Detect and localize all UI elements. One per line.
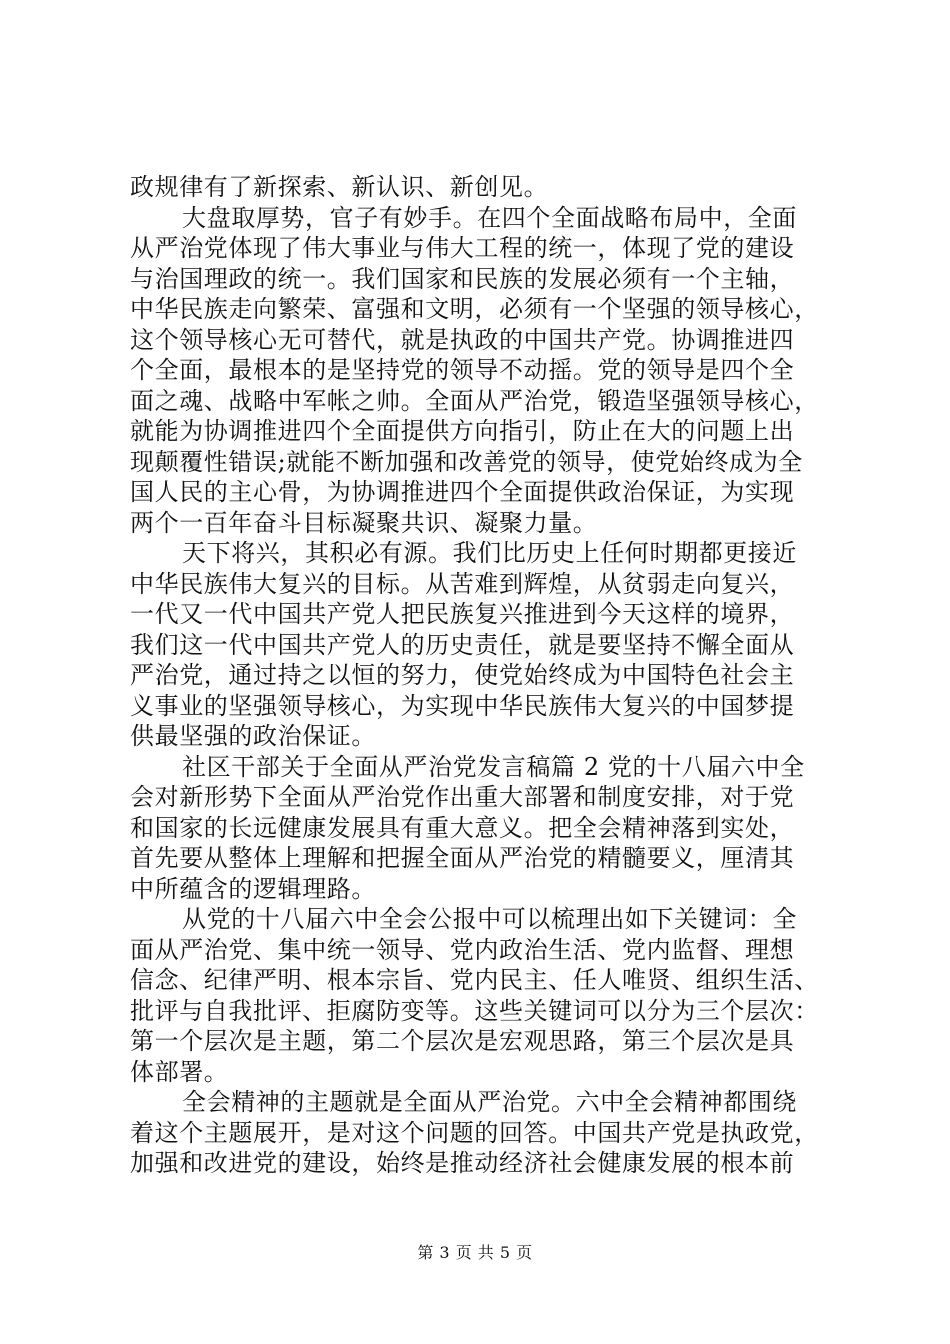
text-line: 这个领导核心无可替代，就是执政的中国共产党。协调推进四 bbox=[130, 325, 795, 354]
text-line: 首先要从整体上理解和把握全面从严治党的精髓要义，厘清其 bbox=[130, 844, 795, 872]
text-line: 着这个主题展开，是对这个问题的回答。中国共产党是执政党， bbox=[130, 1118, 819, 1147]
text-line: 中所蕴含的逻辑理路。 bbox=[130, 874, 376, 903]
text-line: 面之魂、战略中军帐之帅。全面从严治党，锻造坚强领导核心， bbox=[130, 386, 819, 415]
text-line: 国人民的主心骨，为协调推进四个全面提供政治保证，为实现 bbox=[130, 478, 795, 506]
text-line: 一代又一代中国共产党人把民族复兴推进到今天这样的境界， bbox=[130, 600, 795, 628]
text-line: 面从严治党、集中统一领导、党内政治生活、党内监督、理想 bbox=[130, 935, 795, 964]
text-line: 大盘取厚势，官子有妙手。在四个全面战略布局中，全面 bbox=[182, 203, 797, 232]
text-line: 我们这一代中国共产党人的历史责任，就是要坚持不懈全面从 bbox=[130, 630, 795, 659]
text-line: 天下将兴，其积必有源。我们比历史上任何时期都更接近 bbox=[182, 539, 797, 567]
text-line: 严治党，通过持之以恒的努力，使党始终成为中国特色社会主 bbox=[130, 661, 795, 689]
text-line: 与治国理政的统一。我们国家和民族的发展必须有一个主轴， bbox=[130, 264, 795, 293]
text-line: 批评与自我批评、拒腐防变等。这些关键词可以分为三个层次： bbox=[130, 996, 819, 1025]
text-line: 体部署。 bbox=[130, 1057, 229, 1086]
text-line: 两个一百年奋斗目标凝聚共识、凝聚力量。 bbox=[130, 508, 598, 537]
text-line: 就能为协调推进四个全面提供方向指引，防止在大的问题上出 bbox=[130, 417, 795, 445]
text-line: 信念、纪律严明、根本宗旨、党内民主、任人唯贤、组织生活、 bbox=[130, 966, 819, 994]
page-number-footer: 第 3 页 共 5 页 bbox=[417, 1243, 533, 1262]
text-line: 中华民族伟大复兴的目标。从苦难到辉煌，从贫弱走向复兴， bbox=[130, 569, 795, 598]
text-line: 加强和改进党的建设，始终是推动经济社会健康发展的根本前 bbox=[130, 1149, 795, 1177]
text-line: 和国家的长远健康发展具有重大意义。把全会精神落到实处， bbox=[130, 813, 795, 842]
text-line: 供最坚强的政治保证。 bbox=[130, 722, 376, 750]
text-line: 个全面，最根本的是坚持党的领导不动摇。党的领导是四个全 bbox=[130, 356, 795, 384]
text-line: 会对新形势下全面从严治党作出重大部署和制度安排，对于党 bbox=[130, 783, 795, 811]
text-line: 社区干部关于全面从严治党发言稿篇 2 党的十八届六中全 bbox=[182, 752, 805, 781]
text-line: 政规律有了新探索、新认识、新创见。 bbox=[130, 173, 549, 201]
text-line: 现颠覆性错误;就能不断加强和改善党的领导，使党始终成为全 bbox=[130, 447, 803, 476]
text-line: 中华民族走向繁荣、富强和文明，必须有一个坚强的领导核心， bbox=[130, 295, 819, 323]
text-line: 从党的十八届六中全会公报中可以梳理出如下关键词：全 bbox=[182, 905, 797, 933]
text-line: 全会精神的主题就是全面从严治党。六中全会精神都围绕 bbox=[182, 1088, 797, 1116]
document-body bbox=[130, 172, 830, 1179]
text-line: 义事业的坚强领导核心，为实现中华民族伟大复兴的中国梦提 bbox=[130, 691, 795, 720]
text-line: 第一个层次是主题，第二个层次是宏观思路，第三个层次是具 bbox=[130, 1027, 795, 1055]
text-line: 从严治党体现了伟大事业与伟大工程的统一，体现了党的建设 bbox=[130, 234, 795, 262]
